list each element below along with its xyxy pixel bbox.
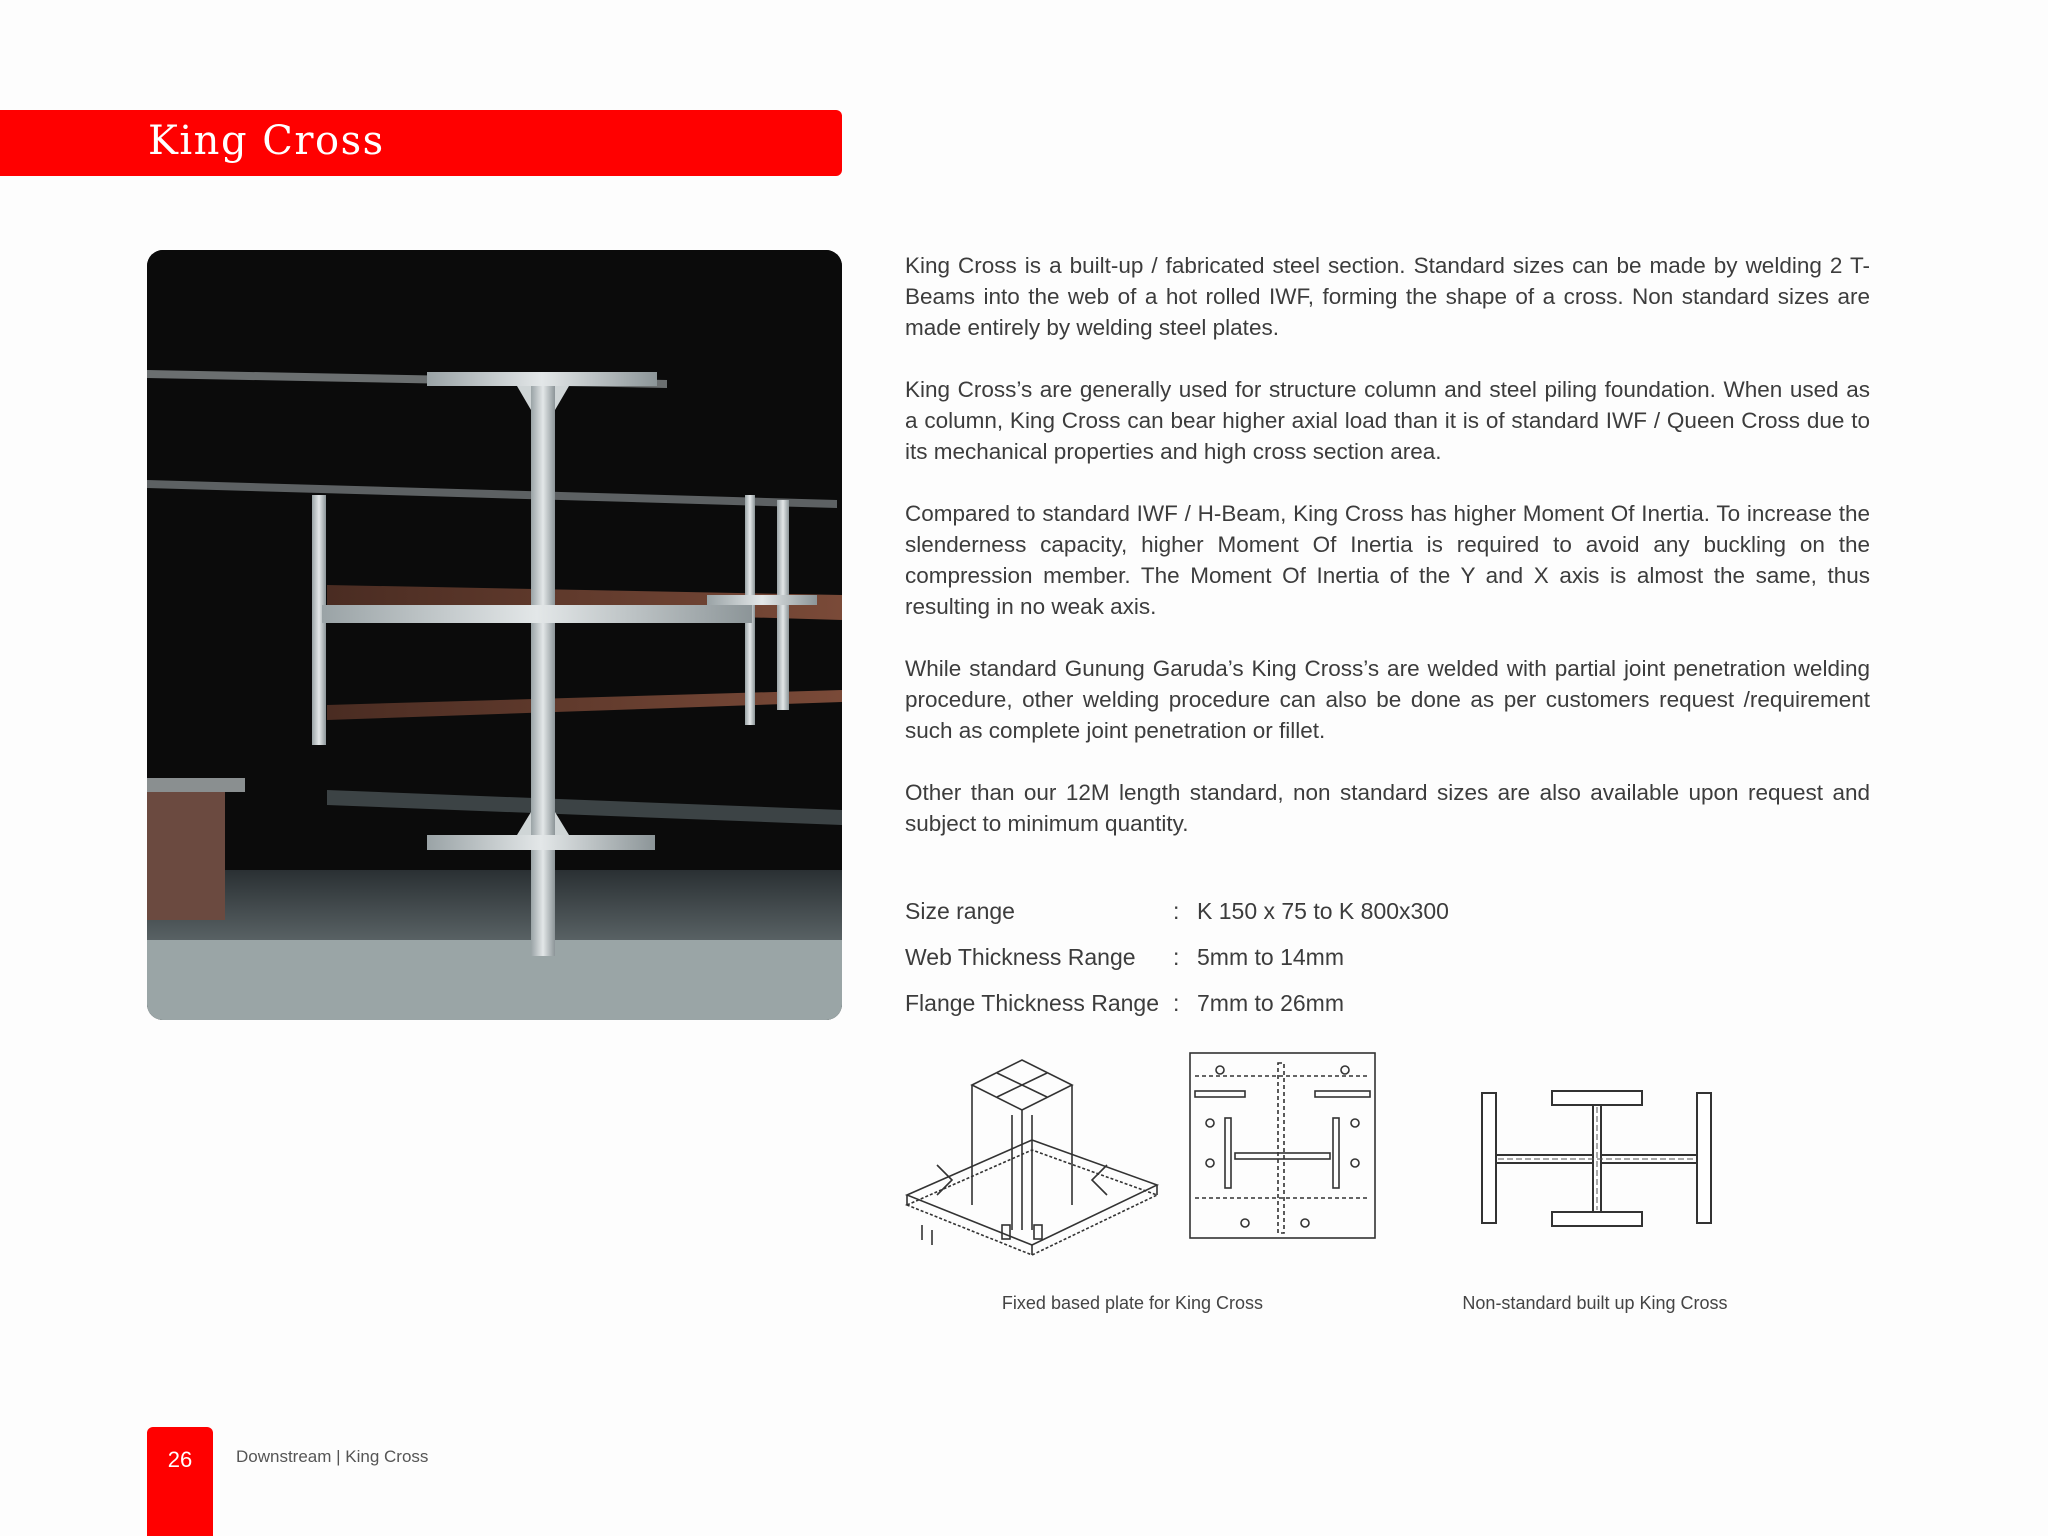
footer-breadcrumb: Downstream | King Cross xyxy=(236,1447,429,1466)
paragraph: Compared to standard IWF / H-Beam, King Cross has higher Moment Of Inertia. To increase the slenderness capacity, higher Moment Of Inertia is required to avoid any buckling on the compression member. The Moment Of Inertia of the Y and X axis is almost the same, thus resulting in no weak axis. xyxy=(905,501,1870,619)
king-cross-photo xyxy=(147,250,842,1020)
page-number-tab xyxy=(147,1427,213,1536)
page-number: 26 xyxy=(167,1447,193,1472)
paragraph: Other than our 12M length standard, non standard sizes are also available upon request and subject to minimum quantity. xyxy=(905,780,1870,836)
paragraph: While standard Gunung Garuda’s King Cross’s are welded with partial joint penetration welding procedure, other welding procedure can also be done as per customers request /requirement such as complete joint penetration or fillet. xyxy=(905,656,1870,743)
paragraph: King Cross is a built-up / fabricated steel section. Standard sizes can be made by welding 2 T-Beams into the web of a hot rolled IWF, forming the shape of a cross. Non standard sizes are made entirely by welding steel plates. xyxy=(905,253,1870,340)
spec-value: 5mm to 14mm xyxy=(1197,943,1344,970)
base-plate-isometric-diagram xyxy=(902,1045,1160,1275)
non-standard-king-cross-diagram xyxy=(1478,1088,1715,1230)
steel-beam-image xyxy=(147,250,842,1020)
spec-value: 7mm to 26mm xyxy=(1197,989,1344,1016)
caption-non-standard: Non-standard built up King Cross xyxy=(1462,1293,1728,1313)
title-bar xyxy=(0,110,842,176)
base-plate-plan-diagram xyxy=(1185,1048,1397,1260)
page-title: King Cross xyxy=(148,118,385,164)
spec-label: Web Thickness Range xyxy=(905,943,1136,970)
spec-value: K 150 x 75 to K 800x300 xyxy=(1197,897,1449,924)
spec-row-web xyxy=(905,934,1605,980)
spec-row-size xyxy=(905,888,1605,934)
spec-row-flange xyxy=(905,980,1605,1026)
spec-label: Flange Thickness Range xyxy=(905,989,1159,1016)
spec-separator: : xyxy=(1173,943,1180,970)
description-text xyxy=(905,250,1870,870)
paragraph: King Cross’s are generally used for structure column and steel piling foundation. When used as a column, King Cross can bear higher axial load than it is of standard IWF / Queen Cross due to its mechanical properties and high cross section area. xyxy=(905,377,1870,464)
spec-table xyxy=(905,888,1605,1026)
spec-separator: : xyxy=(1173,989,1180,1016)
spec-label: Size range xyxy=(905,897,1015,924)
spec-separator: : xyxy=(1173,897,1180,924)
caption-fixed-plate: Fixed based plate for King Cross xyxy=(1001,1293,1264,1313)
